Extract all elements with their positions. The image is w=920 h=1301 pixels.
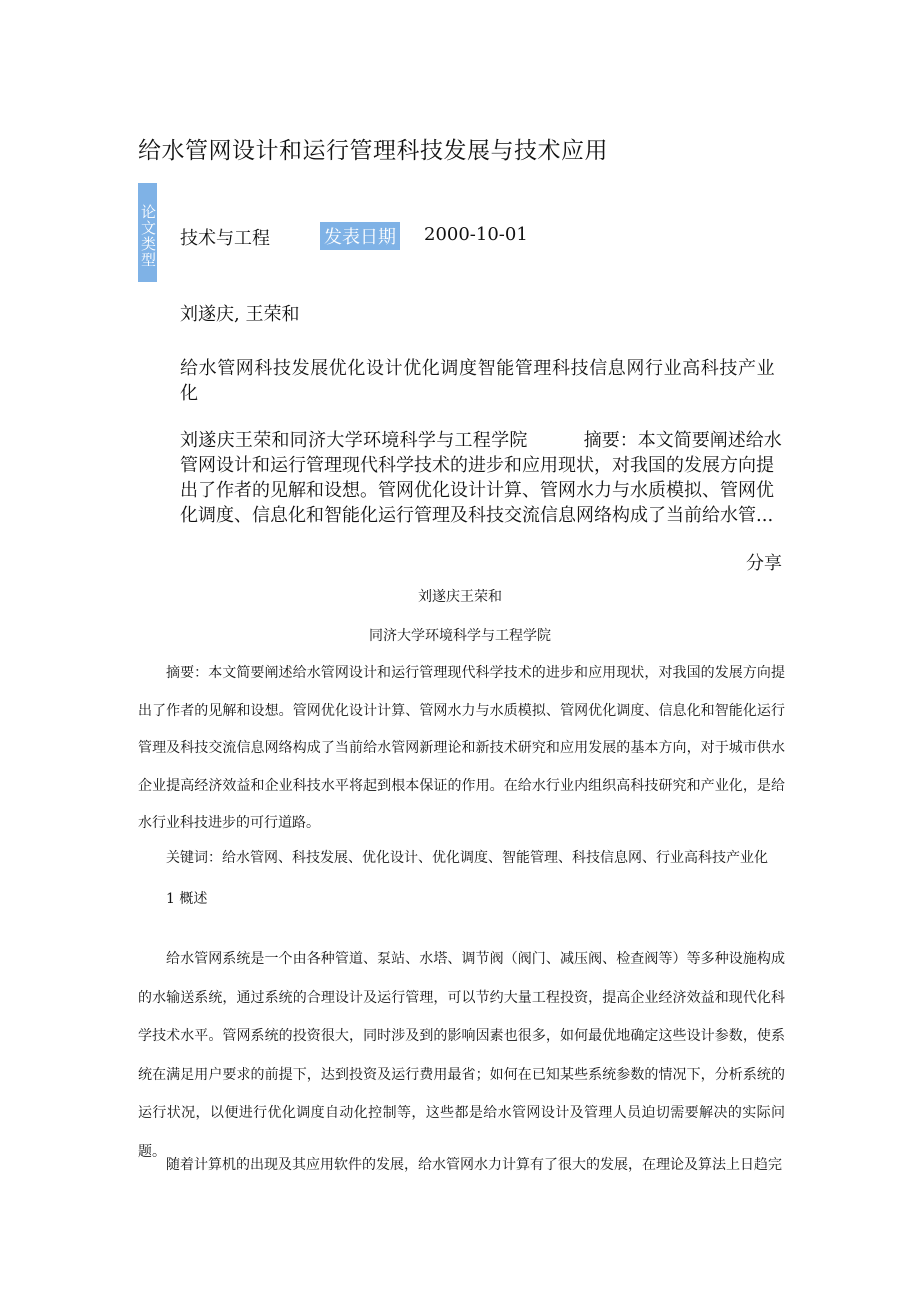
publish-date-value: 2000-10-01 (424, 224, 528, 245)
summary-block (180, 428, 785, 528)
body-paragraph: 给水管网系统是一个由各种管道、泵站、水塔、调节阀（阀门、减压阀、检查阀等）等多种设施构成的水输送系统，通过系统的合理设计及运行管理，可以节约大量工程投资，提高企业经济效益和现代化科学技术水平。管网系统的投资很大，同时涉及到的影响因素也很多，如何最优地确定这些设计参数，使系统在满足用户要求的前提下，达到投资及运行费用最省；如何在已知某些系统参数的情况下，分析系统的运行状况，以便进行优化调度自动化控制等，这些都是给水管网设计及管理人员迫切需要解决的实际问题。 (138, 951, 785, 1160)
paper-type-tag: 论文类型 (138, 183, 157, 282)
page-title: 给水管网设计和运行管理科技发展与技术应用 (138, 138, 608, 164)
body-paragraph: 随着计算机的出现及其应用软件的发展，给水管网水力计算有了很大的发展，在理论及算法上日趋完 (166, 1157, 782, 1173)
article-keywords: 关键词：给水管网、科技发展、优化设计、优化调度、智能管理、科技信息网、行业高科技产业化 (166, 850, 768, 866)
summary-affiliation: 刘遂庆王荣和同济大学环境科学与工程学院 (180, 430, 528, 451)
article-abstract: 摘要：本文简要阐述给水管网设计和运行管理现代科学技术的进步和应用现状，对我国的发展方向提出了作者的见解和设想。管网优化设计计算、管网水力与水质模拟、管网优化调度、信息化和智能化运行管理及科技交流信息网络构成了当前给水管网新理论和新技术研究和应用发展的基本方向，对于城市供水企业提高经济效益和企业科技水平将起到根本保证的作用。在给水行业内组织高科技研究和产业化，是给水行业科技进步的可行道路。 (138, 665, 785, 831)
section-heading: 1 概述 (166, 891, 208, 907)
article-authors: 刘遂庆王荣和 (418, 589, 502, 605)
share-link[interactable]: 分享 (746, 553, 782, 574)
summary-text: 摘要：本文简要阐述给水管网设计和运行管理现代科学技术的进步和应用现状，对我国的发展方向提出了作者的见解和设想。管网优化设计计算、管网水力与水质模拟、管网优化调度、信息化和智能化运行管理及科技交流信息网络构成了当前给水管... (180, 430, 782, 526)
keywords-summary: 给水管网科技发展优化设计优化调度智能管理科技信息网行业高科技产业化 (180, 358, 776, 404)
authors-line: 刘遂庆, 王荣和 (180, 304, 300, 325)
publish-date-label: 发表日期 (320, 222, 400, 250)
article-affiliation: 同济大学环境科学与工程学院 (369, 628, 551, 644)
paper-type-value: 技术与工程 (180, 228, 270, 249)
